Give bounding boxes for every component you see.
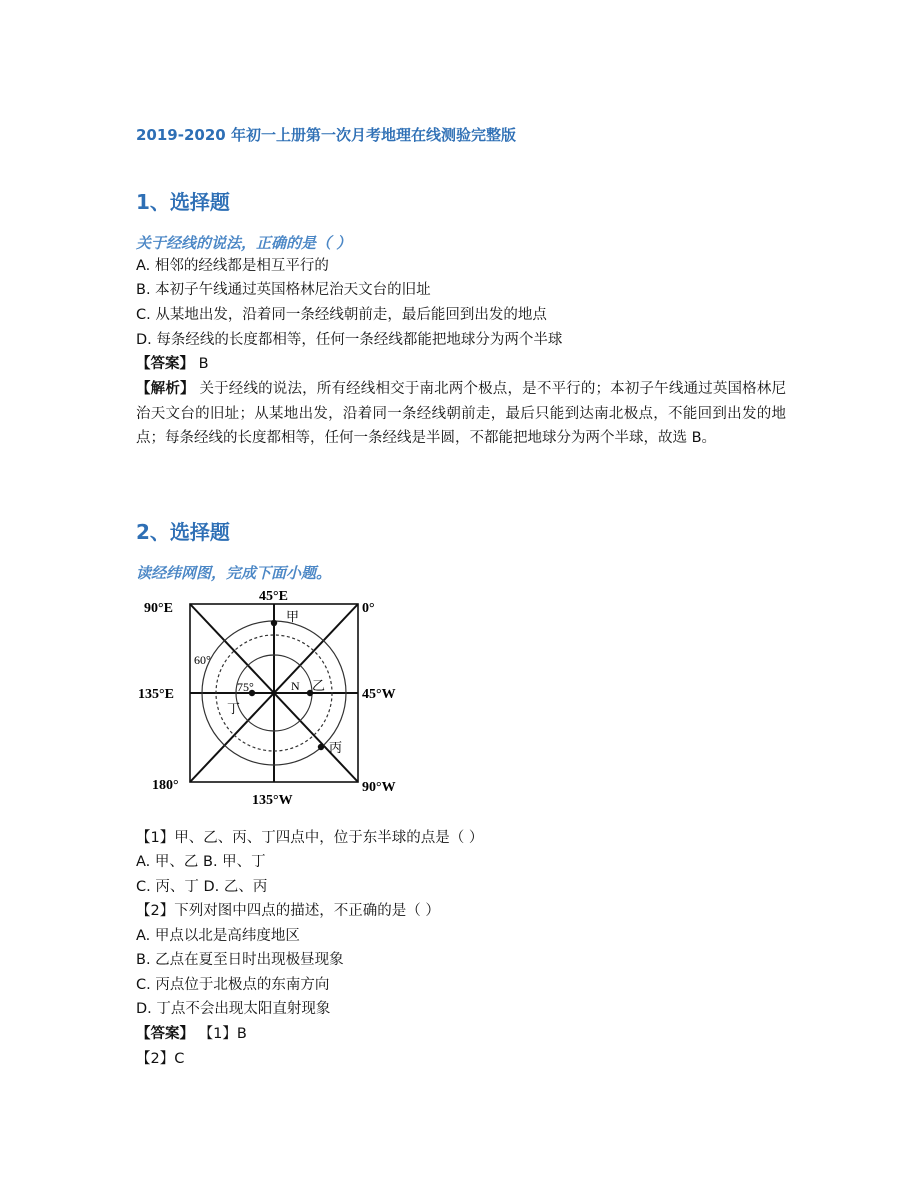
section2-answer-2: 【2】C (136, 1051, 185, 1067)
analysis-label: 【解析】 (136, 381, 195, 397)
answer-label: 【答案】 (136, 1026, 194, 1042)
label-jia: 甲 (286, 609, 300, 624)
answer-value: B (198, 356, 209, 372)
label-lat-60: 60° (194, 653, 211, 667)
label-yi: 乙 (312, 678, 326, 693)
section1-option-a: A. 相邻的经线都是相互平行的 (136, 258, 329, 274)
section1-heading: 1、选择题 (136, 190, 230, 214)
label-90e: 90°E (144, 601, 173, 616)
analysis-text: 关于经线的说法，所有经线相交于南北两个极点，是不平行的；本初子午线通过英国格林尼治天文台的旧址；从某地出发，沿着同一条经线朝前走，最后只能到达南北极点，不能回到出发的地点；每条经线的长度都相等，任何一条经线是半圆，不都能把地球分为两个半球，故选 B。 (136, 381, 787, 446)
section2-heading: 2、选择题 (136, 520, 230, 544)
section1-option-b: B. 本初子午线通过英国格林尼治天文台的旧址 (136, 282, 431, 298)
label-pole-n: N (291, 679, 300, 693)
section1-option-c: C. 从某地出发，沿着同一条经线朝前走，最后能回到出发的地点 (136, 307, 547, 323)
label-135e: 135°E (138, 687, 174, 702)
label-0: 0° (362, 601, 375, 616)
section1-analysis (136, 377, 786, 451)
answer-1: 【1】B (198, 1026, 247, 1042)
document-title: 2019-2020 年初一上册第一次月考地理在线测验完整版 (136, 126, 516, 144)
label-45e: 45°E (259, 589, 288, 604)
point-jia (271, 620, 277, 626)
section1-option-d: D. 每条经线的长度都相等，任何一条经线都能把地球分为两个半球 (136, 332, 563, 348)
q1-stem: 【1】甲、乙、丙、丁四点中，位于东半球的点是（ ） (136, 830, 484, 846)
section2-intro: 读经纬网图，完成下面小题。 (136, 564, 332, 582)
section1-answer (136, 352, 209, 376)
section2-answer (136, 1022, 247, 1046)
q2-stem: 【2】下列对图中四点的描述，不正确的是（ ） (136, 903, 440, 919)
answer-label: 【答案】 (136, 356, 194, 372)
q2-option-b: B. 乙点在夏至日时出现极昼现象 (136, 952, 344, 968)
label-45w: 45°W (362, 687, 396, 702)
label-90w: 90°W (362, 780, 396, 795)
section1-question: 关于经线的说法，正确的是（ ） (136, 234, 352, 252)
graticule-figure (136, 586, 416, 810)
label-lat-75: 75° (237, 680, 254, 694)
q2-option-d: D. 丁点不会出现太阳直射现象 (136, 1001, 331, 1017)
q2-option-a: A. 甲点以北是高纬度地区 (136, 928, 300, 944)
point-bing (318, 744, 324, 750)
q2-option-c: C. 丙点位于北极点的东南方向 (136, 977, 330, 993)
label-180: 180° (152, 778, 179, 793)
label-bing: 丙 (329, 740, 343, 755)
label-135w: 135°W (252, 793, 293, 808)
q1-options-row1: A. 甲、乙 B. 甲、丁 (136, 854, 266, 870)
q1-options-row2: C. 丙、丁 D. 乙、丙 (136, 879, 268, 895)
label-ding: 丁 (227, 701, 241, 716)
